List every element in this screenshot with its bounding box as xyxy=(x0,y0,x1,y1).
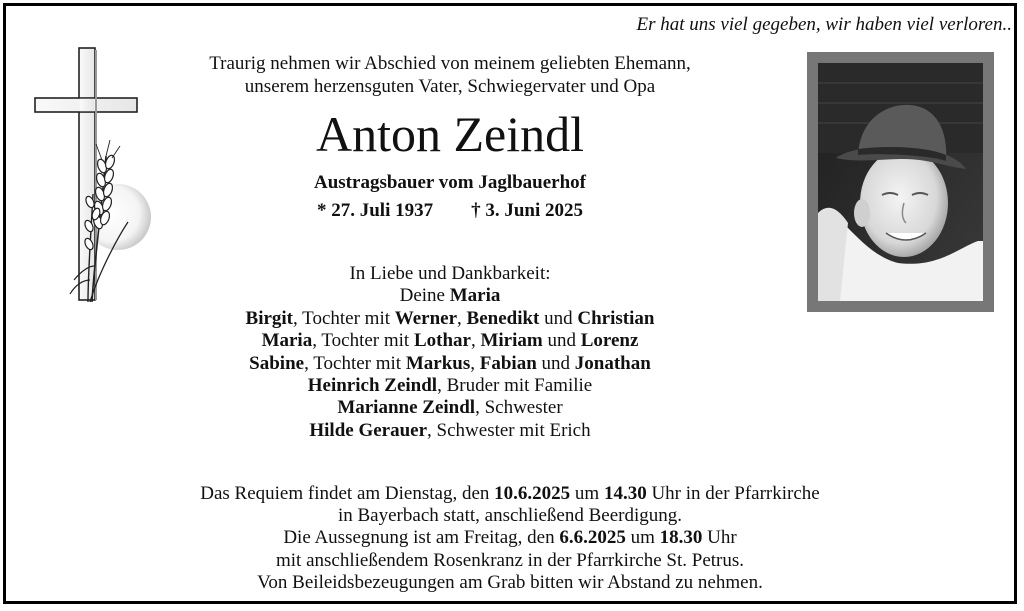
text-segment: Das Requiem findet am Dienstag, den xyxy=(200,483,495,504)
text-segment: , Schwester xyxy=(475,397,563,419)
text-segment: um xyxy=(625,527,660,549)
mourner-line xyxy=(160,420,740,442)
notice-line xyxy=(60,505,960,527)
notice-line xyxy=(60,572,960,594)
death-date: † 3. Juni 2025 xyxy=(471,200,584,221)
emphasized-text: Lorenz xyxy=(580,330,639,352)
text-segment: und xyxy=(542,330,581,352)
text-segment: Von Beileidsbezeugungen am Grab bitten wir Abstand zu nehmen. xyxy=(257,571,763,593)
birth-date: * 27. Juli 1937 xyxy=(316,200,434,221)
text-segment: , xyxy=(457,307,467,329)
emphasized-text: Marianne Zeindl xyxy=(337,397,476,419)
wife-name: Maria xyxy=(449,285,501,307)
text-segment: , Bruder mit Familie xyxy=(437,375,593,397)
life-dates xyxy=(160,199,740,223)
emphasized-text: 14.30 xyxy=(603,483,647,504)
mourners-intro: In Liebe und Dankbarkeit: xyxy=(349,263,551,284)
emphasized-text: Lothar xyxy=(413,330,471,352)
funeral-notice xyxy=(60,483,960,594)
text-segment: mit anschließendem Rosenkranz in der Pfarrkirche St. Petrus. xyxy=(275,549,744,571)
emphasized-text: 6.6.2025 xyxy=(559,527,626,549)
deceased-name: Anton Zeindl xyxy=(315,106,585,162)
text-segment: Die Aussegnung ist am Freitag, den xyxy=(283,527,560,549)
emphasized-text: Miriam xyxy=(480,330,543,352)
emphasized-text: Christian xyxy=(577,307,655,329)
text-segment: um xyxy=(570,483,604,504)
text-segment: und xyxy=(536,352,575,374)
emphasized-text: Hilde Gerauer xyxy=(309,419,428,441)
intro-text xyxy=(160,52,740,98)
text-segment: Uhr in der Pfarrkirche xyxy=(646,483,820,504)
wife-prefix: Deine xyxy=(399,285,450,307)
emphasized-text: 18.30 xyxy=(659,527,703,549)
emphasized-text: Birgit xyxy=(245,307,294,329)
mourner-line xyxy=(160,308,740,330)
emphasized-text: Heinrich Zeindl xyxy=(307,375,438,397)
text-segment: , Schwester mit Erich xyxy=(427,419,591,441)
emphasized-text: Jonathan xyxy=(574,352,651,374)
emphasized-text: Sabine xyxy=(249,352,305,374)
text-segment: , xyxy=(470,352,480,374)
notice-line xyxy=(60,483,960,505)
mourner-line xyxy=(160,330,740,352)
emphasized-text: Markus xyxy=(405,352,471,374)
text-segment: , Tochter mit xyxy=(293,307,395,329)
text-segment: in Bayerbach statt, anschließend Beerdigung. xyxy=(337,505,682,527)
mourner-line xyxy=(160,397,740,419)
text-segment: Uhr xyxy=(702,527,737,549)
text-segment: , Tochter mit xyxy=(312,330,414,352)
mourner-line xyxy=(160,353,740,375)
deceased-title: Austragsbauer vom Jaglbauerhof xyxy=(314,172,586,193)
text-segment: , Tochter mit xyxy=(304,352,406,374)
motto: Er hat uns viel gegeben, wir haben viel verloren.. xyxy=(636,14,1012,35)
emphasized-text: Maria xyxy=(261,330,313,352)
emphasized-text: Fabian xyxy=(479,352,537,374)
cross-with-wheat-icon xyxy=(30,44,160,306)
text-segment: , xyxy=(470,330,481,352)
mourner-line xyxy=(160,375,740,397)
intro-line: unserem herzensguten Vater, Schwiegervater und Opa xyxy=(244,76,656,97)
intro-line: Traurig nehmen wir Abschied von meinem geliebten Ehemann, xyxy=(209,53,691,74)
text-segment: und xyxy=(539,307,578,329)
mourners-list xyxy=(160,263,740,442)
notice-line xyxy=(60,527,960,549)
notice-line xyxy=(60,550,960,572)
emphasized-text: Werner xyxy=(394,307,458,329)
portrait-photo xyxy=(807,52,994,312)
emphasized-text: 10.6.2025 xyxy=(494,483,571,504)
mourner-line-wife xyxy=(160,285,740,307)
emphasized-text: Benedikt xyxy=(466,307,540,329)
mourner-lines xyxy=(160,308,740,442)
